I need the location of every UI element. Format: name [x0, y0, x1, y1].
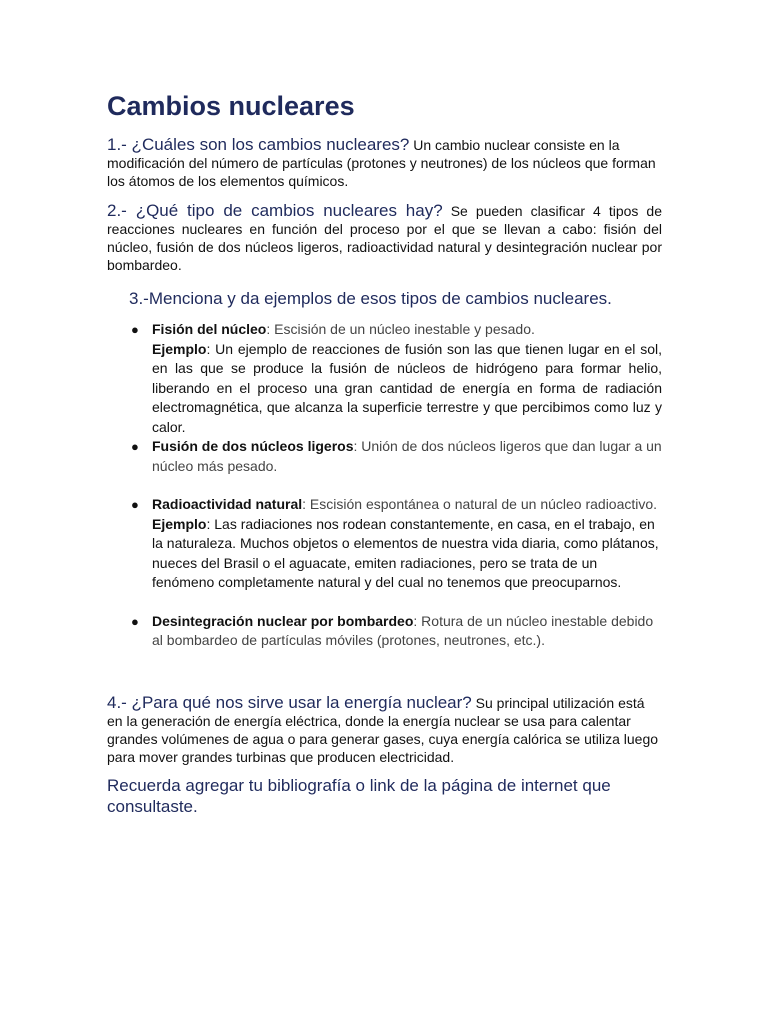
bullet-icon: ●	[131, 322, 139, 337]
document-page	[107, 88, 662, 834]
question-4-answer: Su principal utilización está en la generación de energía eléctrica, donde la energía nuclear se usa para calentar grandes volúmenes de agua o para generar gases, cuya energía calórica se utiliza luego para mover grandes turbinas que producen electricidad.	[107, 694, 659, 765]
bullet-icon: ●	[131, 613, 139, 629]
list-item	[107, 320, 662, 437]
item-definition: : Escisión de un núcleo inestable y pesado.	[266, 321, 535, 337]
question-3-title: 3.-Menciona y da ejemplos de esos tipos de cambios nucleares.	[129, 289, 612, 308]
nuclear-change-list	[107, 320, 662, 651]
bullet-icon: ●	[131, 439, 139, 454]
list-item	[107, 437, 662, 476]
question-4-title: 4.- ¿Para qué nos sirve usar la energía nuclear?	[107, 692, 472, 712]
example-label: Ejemplo	[152, 515, 207, 532]
question-2-title: 2.- ¿Qué tipo de cambios nucleares hay?	[107, 201, 443, 220]
item-definition: : Unión de dos núcleos ligeros que dan lugar a un núcleo más pesado.	[152, 438, 662, 474]
list-item	[107, 495, 662, 593]
question-1-title: 1.- ¿Cuáles son los cambios nucleares?	[107, 135, 410, 154]
question-2	[107, 202, 662, 274]
item-example: : Las radiaciones nos rodean constantemente, en casa, en el trabajo, en la naturaleza. Muchos objetos o elementos de nuestra vida diaria, como plátanos, nueces del Brasil o el aguacate, emiten radiaciones, pero se trata de un fenómeno completamente natural y del cual no tenemos que preocuparnos.	[152, 515, 659, 590]
bibliography-reminder: Recuerda agregar tu bibliografía o link de la página de internet que consultaste.	[107, 775, 611, 816]
question-1	[107, 136, 662, 190]
bullet-icon: ●	[131, 497, 139, 512]
item-definition: : Rotura de un núcleo inestable debido al bombardeo de partículas móviles (protones, neutrones, etc.).	[152, 612, 654, 648]
question-1-answer: Un cambio nuclear consiste en la modificación del número de partículas (protones y neutrones) de los núcleos que forman los átomos de los elementos químicos.	[107, 137, 656, 189]
item-term: Desintegración nuclear por bombardeo	[152, 612, 414, 629]
item-term: Fisión del núcleo	[152, 321, 267, 337]
list-item	[107, 612, 662, 651]
item-term: Radioactividad natural	[152, 496, 303, 512]
question-2-answer: Se pueden clasificar 4 tipos de reacciones nucleares en función del proceso por el que se llevan a cabo: fisión del núcleo, fusión de dos núcleos ligeros, radioactividad natural y desintegración nuclear por bombardeo.	[107, 203, 663, 273]
item-term: Fusión de dos núcleos ligeros	[152, 438, 354, 454]
page-title: Cambios nucleares	[107, 91, 355, 121]
item-example: : Un ejemplo de reacciones de fusión son las que tienen lugar en el sol, en las que se produce la fusión de núcleos de hidrógeno para formar helio, liberando en el proceso una gran cantidad de energía en forma de radiación electromagnética, que alcanza la superficie terrestre y que percibimos como luz y calor.	[152, 340, 662, 435]
example-label: Ejemplo	[152, 340, 207, 357]
item-definition: : Escisión espontánea o natural de un núcleo radioactivo.	[302, 496, 658, 512]
question-4	[107, 694, 662, 766]
